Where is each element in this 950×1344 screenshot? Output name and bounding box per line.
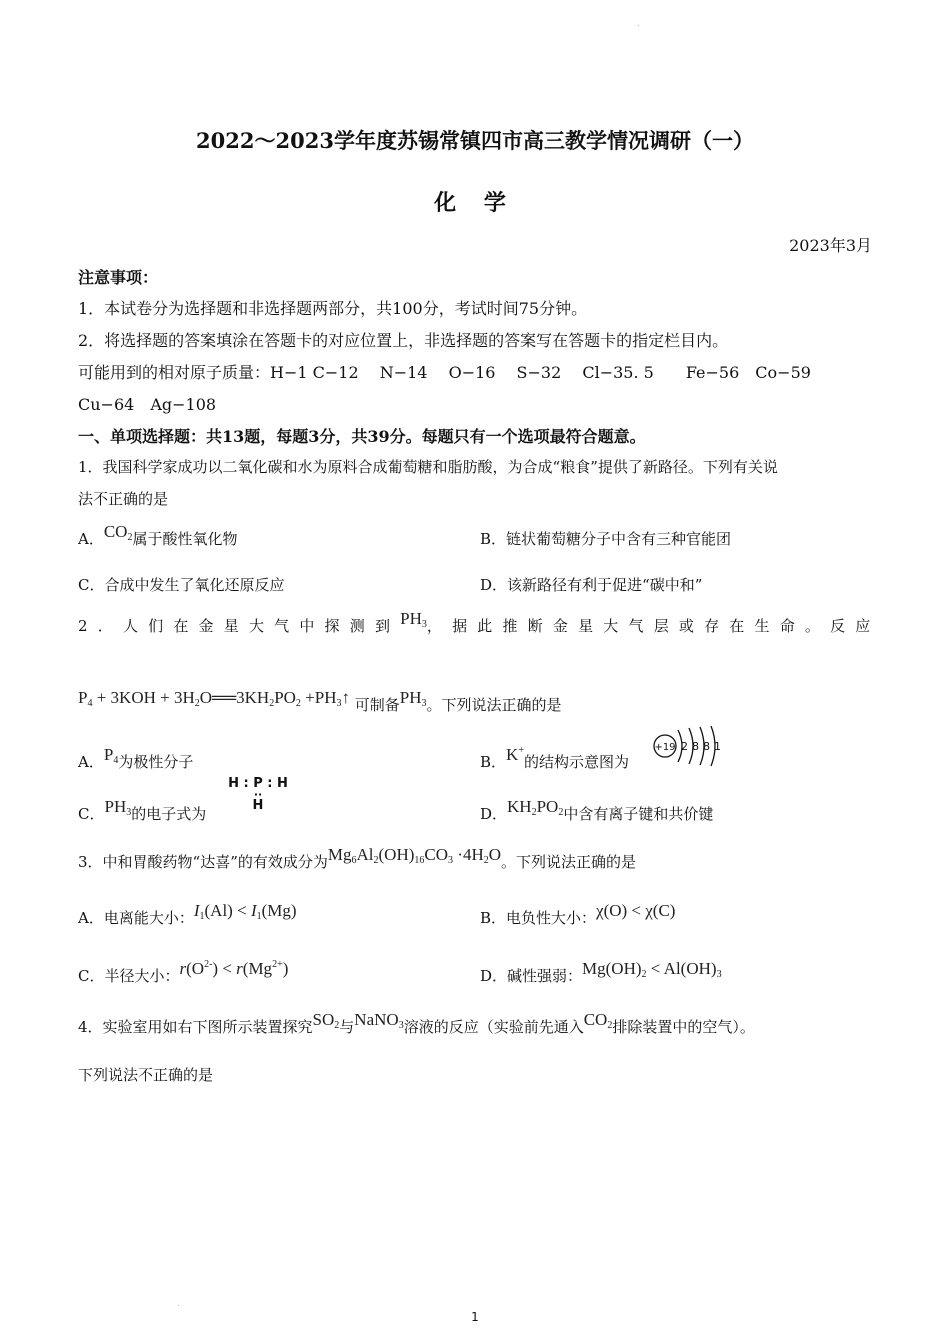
lewis-bottom-h: H	[252, 798, 264, 813]
q1-option-c: C．合成中发生了氧化还原反应	[78, 576, 285, 594]
atomic-masses-line-2: Cu−64 Ag−108	[78, 395, 217, 414]
q4-stem-line-1: 4．实验室用如右下图所示装置探究$SO_2$与NaNO$_3$溶液的反应（实验前先通入$CO_2$排除装置中的空气）。	[78, 1010, 755, 1036]
formula-kh2po2: $KH_2PO_2$	[507, 797, 564, 818]
basicity-comparison: $Mg(OH)_2 < Al(OH)_3$	[582, 959, 722, 980]
q2-stem-line-2: $P_4 + 3KOH$ + $3H_2O══3KH_2PO_2$ $+PH_3↑$ 可制备$PH_3$。下列说法正确的是	[78, 688, 562, 714]
formula-hydrotalcite: $Mg_6Al_2(OH)_{16}CO_3 \cdot 4H_2O$	[327, 845, 502, 866]
notice-heading: 注意事项：	[78, 268, 159, 287]
ionization-energy-comparison: $I_1(Al) < I_1(Mg)$	[193, 901, 297, 922]
subject-title: 化 学	[434, 190, 516, 216]
page-number: 1	[471, 1310, 479, 1324]
q1-option-a	[78, 522, 238, 550]
option-label: A．	[78, 530, 104, 548]
exam-date: 2023年3月	[789, 236, 872, 255]
nucleus-charge: +19	[654, 742, 676, 753]
q3-option-c: C．半径大小：$r(O^{2-}) < r(Mg^{2+})$	[78, 959, 289, 985]
q1-stem-line-1: 1．我国科学家成功以二氧化碳和水为原料合成葡萄糖和脂肪酸，为合成“粮食”提供了新路径。下列有关说	[78, 458, 778, 476]
notice-item-1: 1．本试卷分为选择题和非选择题两部分，共100分，考试时间75分钟。	[78, 299, 588, 318]
q2-option-c: C．$PH_3$的电子式为	[78, 797, 207, 823]
shell-electrons-4: 1	[714, 740, 721, 753]
option-text: 属于酸性氧化物	[132, 530, 238, 548]
formula-co2: $CO_2$	[103, 522, 133, 543]
q2-option-b: B．K+的结构示意图为	[480, 745, 629, 771]
q3-option-b: B．电负性大小：χ(O) < χ(C)	[480, 901, 676, 927]
q2-option-d: D．$KH_2PO_2$中含有离子键和共价键	[480, 797, 714, 823]
q1-option-d: D．该新路径有利于促进“碳中和”	[480, 576, 703, 594]
formula-co2: $CO_2$	[583, 1010, 613, 1031]
lewis-lone-pair: ··	[253, 788, 263, 801]
notice-item-2: 2．将选择题的答案填涂在答题卡的对应位置上，非选择题的答案写在答题卡的指定栏目内。	[78, 331, 729, 350]
q1-stem-line-2: 法不正确的是	[78, 490, 169, 508]
exam-title: 2022～2023学年度苏锡常镇四市高三教学情况调研（一）	[196, 128, 754, 153]
speck	[178, 1305, 179, 1306]
formula-ph3: $PH_3$	[399, 688, 427, 709]
q3-option-a: A．电离能大小：$I_1(Al) < I_1(Mg)$	[78, 901, 297, 927]
electronegativity-comparison: χ(O) < χ(C)	[596, 901, 676, 920]
formula-p4: $P_4$	[103, 745, 119, 766]
formula-ph3: $PH_3$	[104, 797, 132, 818]
shell-electrons-1: 2	[681, 740, 688, 753]
formula-nano3: NaNO$_3$	[354, 1010, 404, 1031]
q2-stem-line-1: 2．人们在金星大气中探测到$PH_3$，据此推断金星大气层或存在生命。反应	[78, 609, 881, 635]
atomic-masses-line-1: 可能用到的相对原子质量：H−1 C−12 N−14 O−16 S−32 Cl−35. 5 Fe−56 Co−59	[78, 363, 811, 382]
q3-option-d: D．碱性强弱：$Mg(OH)_2 < Al(OH)_3$	[480, 959, 722, 985]
q4-stem-line-2: 下列说法不正确的是	[78, 1066, 214, 1084]
speck	[638, 25, 639, 26]
q1-option-b: B．链状葡萄糖分子中含有三种官能团	[480, 530, 732, 548]
shell-electrons-3: 8	[703, 740, 710, 753]
lewis-top-row: H : P : H	[228, 776, 288, 791]
shell-electrons-2: 8	[692, 740, 699, 753]
radius-comparison: $r(O^{2-}) < r(Mg^{2+})$	[179, 959, 289, 978]
formula-ph3: $PH_3$	[400, 609, 427, 630]
potassium-ion-structure-diagram	[650, 722, 725, 770]
ph3-lewis-structure	[226, 777, 290, 812]
formula-k-ion: K+	[506, 745, 524, 764]
q3-stem: 3．中和胃酸药物“达喜”的有效成分为$Mg_6Al_2(OH)_{16}CO_3 \cdot 4H_2O$。下列说法正确的是	[78, 845, 637, 871]
formula-so2: $SO_2$	[312, 1010, 340, 1031]
section-1-heading: 一、单项选择题：共13题，每题3分，共39分。每题只有一个选项最符合题意。	[78, 427, 646, 446]
q2-option-a: A．$P_4$为极性分子	[78, 745, 194, 771]
reaction-equation: $P_4 + 3KOH$ + $3H_2O══3KH_2PO_2$ $+PH_3↑$	[78, 688, 350, 709]
